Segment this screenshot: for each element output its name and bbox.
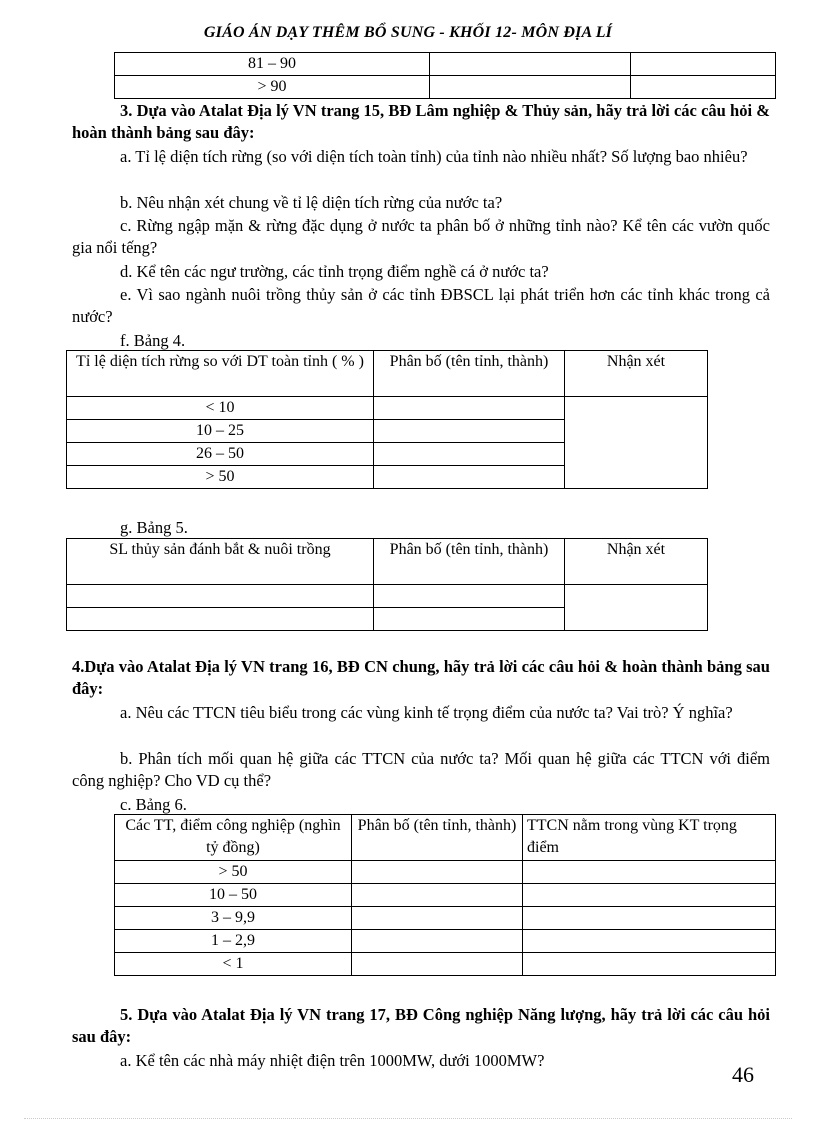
table-cell <box>430 53 631 76</box>
table-4 <box>66 350 708 489</box>
table-header-row <box>67 539 708 585</box>
table-cell <box>352 884 523 907</box>
table-row <box>115 884 776 907</box>
table-cell: > 90 <box>115 76 430 99</box>
q3-title: 3. Dựa vào Atalat Địa lý VN trang 15, BĐ Lâm nghiệp & Thủy sản, hãy trả lời các câu hỏi & hoàn thành bảng sau đây: <box>72 101 770 142</box>
page-header: GIÁO ÁN DẠY THÊM BỔ SUNG - KHỐI 12- MÔN ĐỊA LÍ <box>203 24 613 41</box>
table-cell <box>430 76 631 99</box>
q3-a: a. Tỉ lệ diện tích rừng (so với diện tích toàn tỉnh) của tỉnh nào nhiều nhất? Số lượng bao nhiêu? <box>120 147 748 166</box>
table-cell <box>523 930 776 953</box>
table-cell <box>67 585 374 608</box>
table-cell <box>352 930 523 953</box>
q3-c: c. Rừng ngập mặn & rừng đặc dụng ở nước ta phân bố ở những tỉnh nào? Kể tên các vườn quốc gia nổi tếng? <box>72 216 770 257</box>
table-cell: > 50 <box>67 466 374 489</box>
table-row <box>115 53 776 76</box>
table-row <box>115 907 776 930</box>
q3-d: d. Kể tên các ngư trường, các tỉnh trọng điểm nghề cá ở nước ta? <box>120 262 549 281</box>
table-cell <box>67 608 374 631</box>
table6-header-key-zone: TTCN nằm trong vùng KT trọng điểm <box>523 815 776 861</box>
q4-c: c. Bảng 6. <box>120 795 187 814</box>
table-cell <box>374 466 565 489</box>
q3-g: g. Bảng 5. <box>120 518 188 537</box>
table-cell: 1 – 2,9 <box>115 930 352 953</box>
table6-header-centers: Các TT, điểm công nghiệp (nghìn tỷ đồng) <box>115 815 352 861</box>
table-cell <box>523 953 776 976</box>
table-cell: 81 – 90 <box>115 53 430 76</box>
table-cell <box>374 397 565 420</box>
table4-header-distribution: Phân bố (tên tỉnh, thành) <box>374 351 565 397</box>
table5-header-comment: Nhận xét <box>565 539 708 585</box>
table-cell: < 1 <box>115 953 352 976</box>
table-row <box>67 585 708 608</box>
table-header-row <box>115 815 776 861</box>
table-row <box>115 861 776 884</box>
q3-b: b. Nêu nhận xét chung về tỉ lệ diện tích rừng của nước ta? <box>120 193 503 212</box>
table-cell <box>352 953 523 976</box>
q4-a: a. Nêu các TTCN tiêu biểu trong các vùng kinh tế trọng điểm của nước ta? Vai trò? Ý nghĩa? <box>120 703 733 722</box>
table-row <box>67 397 708 420</box>
q3-e: e. Vì sao ngành nuôi trồng thủy sản ở các tỉnh ĐBSCL lại phát triển hơn các tỉnh khác trong cả nước? <box>72 285 770 326</box>
q4-title: 4.Dựa vào Atalat Địa lý VN trang 16, BĐ CN chung, hãy trả lời các câu hỏi & hoàn thành bảng sau đây: <box>72 657 770 698</box>
table-cell <box>352 907 523 930</box>
table-cell <box>523 861 776 884</box>
page-number: 46 <box>732 1062 754 1087</box>
table5-comment-cell <box>565 585 708 631</box>
table-cell: 10 – 50 <box>115 884 352 907</box>
table5-header-distribution: Phân bố (tên tỉnh, thành) <box>374 539 565 585</box>
q3-f: f. Bảng 4. <box>120 331 186 350</box>
table5-header-quantity: SL thủy sản đánh bắt & nuôi trồng <box>67 539 374 585</box>
table-row <box>115 953 776 976</box>
table-cell: 3 – 9,9 <box>115 907 352 930</box>
table4-comment-cell <box>565 397 708 489</box>
q4-b: b. Phân tích mối quan hệ giữa các TTCN của nước ta? Mối quan hệ giữa các TTCN với điểm công nghiệp? Cho VD cụ thể? <box>72 749 770 790</box>
table-row <box>115 930 776 953</box>
table4-header-ratio: Tỉ lệ diện tích rừng so với DT toàn tỉnh ( % ) <box>67 351 374 397</box>
table-row <box>115 76 776 99</box>
table4-header-comment: Nhận xét <box>565 351 708 397</box>
table-cell: > 50 <box>115 861 352 884</box>
table-cell <box>523 884 776 907</box>
table6-header-distribution: Phân bố (tên tỉnh, thành) <box>352 815 523 861</box>
table-cell <box>374 608 565 631</box>
table-cell: < 10 <box>67 397 374 420</box>
table-cell <box>374 420 565 443</box>
footer-divider <box>24 1118 792 1119</box>
table-cell: 26 – 50 <box>67 443 374 466</box>
table-cell: 10 – 25 <box>67 420 374 443</box>
table-cell <box>523 907 776 930</box>
table-5 <box>66 538 708 631</box>
table-6 <box>114 814 776 976</box>
table-cell <box>631 76 776 99</box>
q5-a: a. Kể tên các nhà máy nhiệt điện trên 1000MW, dưới 1000MW? <box>120 1051 545 1070</box>
table-cell <box>352 861 523 884</box>
q5-title: 5. Dựa vào Atalat Địa lý VN trang 17, BĐ Công nghiệp Năng lượng, hãy trả lời các câu hỏi sau đây: <box>72 1005 770 1046</box>
table-cell <box>374 443 565 466</box>
table-cell <box>374 585 565 608</box>
table-cell <box>631 53 776 76</box>
top-table <box>114 52 776 99</box>
table-header-row <box>67 351 708 397</box>
